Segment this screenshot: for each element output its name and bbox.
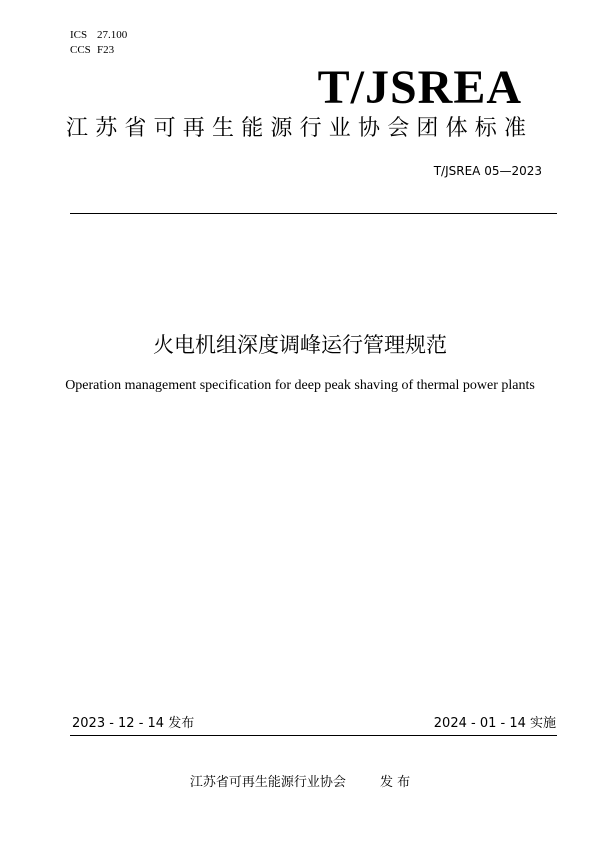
bottom-divider — [70, 735, 557, 736]
document-title-english: Operation management specification for deep peak shaving of thermal power plants — [65, 378, 535, 393]
ccs-code — [70, 43, 127, 58]
ccs-value: F23 — [97, 44, 115, 56]
ccs-label: CCS — [70, 44, 91, 56]
association-standard-heading: 江苏省可再生能源行业协会团体标准 — [66, 116, 534, 141]
standard-number: T/JSREA 05—2023 — [433, 164, 542, 178]
publisher-name: 江苏省可再生能源行业协会 — [189, 775, 346, 790]
top-divider — [70, 213, 557, 214]
standard-prefix-logo: T/JSREA — [317, 61, 522, 114]
publisher-line — [0, 774, 600, 792]
implementation-date: 2024 - 01 - 14 实施 — [433, 716, 556, 731]
ics-code — [70, 28, 127, 43]
ics-value: 27.100 — [97, 29, 128, 41]
classification-codes — [70, 28, 127, 58]
ics-label: ICS — [70, 29, 88, 41]
issue-date: 2023 - 12 - 14 发布 — [72, 716, 195, 731]
publisher-action: 发 布 — [379, 775, 411, 790]
document-title-chinese: 火电机组深度调峰运行管理规范 — [153, 333, 447, 357]
